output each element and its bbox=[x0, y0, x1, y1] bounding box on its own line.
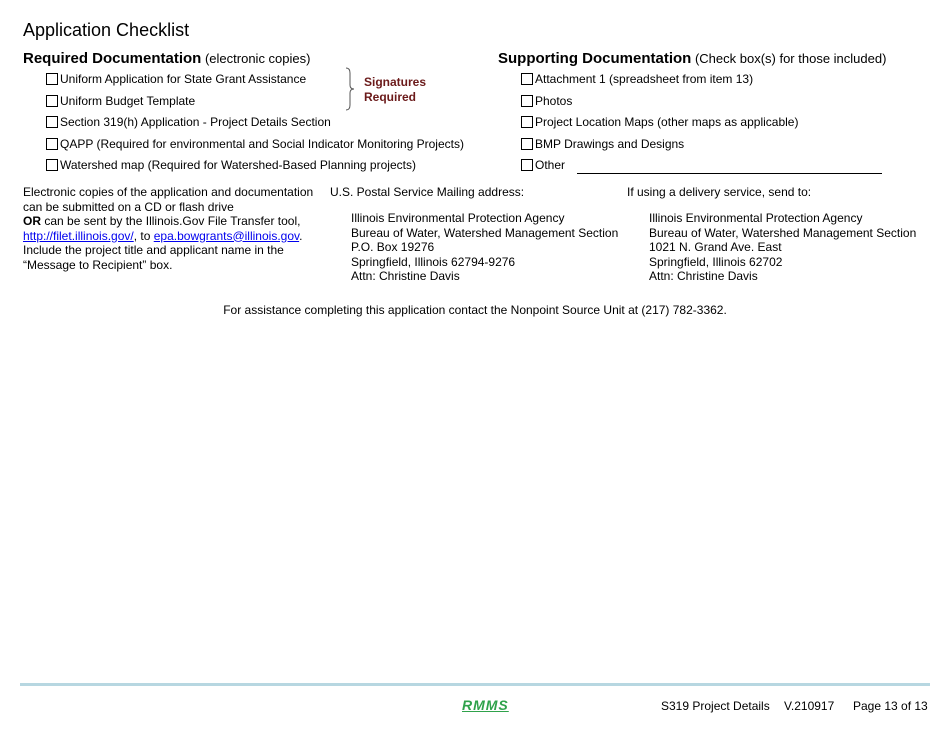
signatures-required-note bbox=[364, 75, 426, 105]
electronic-line3 bbox=[23, 214, 323, 229]
supporting-heading-note: (Check box(s) for those included) bbox=[691, 51, 887, 66]
checkbox[interactable] bbox=[521, 95, 533, 107]
electronic-line3-rest: can be sent by the Illinois.Gov File Transfer tool, bbox=[41, 214, 301, 228]
period: . bbox=[299, 228, 303, 243]
postal-line: Attn: Christine Davis bbox=[351, 269, 460, 283]
required-item-watershed-map[interactable] bbox=[46, 158, 416, 172]
footer-doc-name: S319 Project Details bbox=[661, 699, 770, 713]
postal-address bbox=[351, 211, 618, 284]
supporting-item-label: Project Location Maps (other maps as applicable) bbox=[535, 115, 799, 129]
checkbox[interactable] bbox=[46, 159, 58, 171]
delivery-line: Bureau of Water, Watershed Management Section bbox=[649, 225, 917, 240]
supporting-item-bmp-drawings[interactable] bbox=[521, 137, 684, 151]
delivery-label: If using a delivery service, send to: bbox=[627, 185, 812, 199]
supporting-item-label: Attachment 1 (spreadsheet from item 13) bbox=[535, 72, 754, 86]
supporting-item-photos[interactable] bbox=[521, 94, 572, 108]
checkbox[interactable] bbox=[521, 138, 533, 150]
supporting-item-location-maps[interactable] bbox=[521, 115, 798, 129]
other-text-field[interactable] bbox=[577, 173, 882, 174]
supporting-item-other[interactable] bbox=[521, 158, 565, 172]
supporting-item-label: BMP Drawings and Designs bbox=[535, 137, 685, 151]
supporting-heading-bold: Supporting Documentation bbox=[498, 50, 692, 67]
supporting-item-label: Photos bbox=[535, 94, 573, 108]
footer-page-number: Page 13 of 13 bbox=[853, 699, 928, 713]
required-heading-note: (electronic copies) bbox=[201, 51, 311, 66]
or-label: OR bbox=[23, 214, 41, 228]
delivery-line: Attn: Christine Davis bbox=[649, 269, 758, 283]
required-item-application[interactable] bbox=[46, 72, 306, 86]
required-item-label: QAPP (Required for environmental and Social Indicator Monitoring Projects) bbox=[60, 137, 464, 151]
electronic-copies-note bbox=[23, 185, 323, 272]
delivery-line: 1021 N. Grand Ave. East bbox=[649, 240, 782, 254]
required-item-label: Uniform Budget Template bbox=[60, 94, 196, 108]
required-item-project-details[interactable] bbox=[46, 115, 331, 129]
electronic-line5: Include the project title and applicant name in the bbox=[23, 243, 284, 257]
email-link[interactable]: epa.bowgrants@illinois.gov bbox=[153, 228, 300, 243]
checkbox[interactable] bbox=[521, 116, 533, 128]
delivery-line: Illinois Environmental Protection Agency bbox=[649, 211, 863, 225]
postal-line: P.O. Box 19276 bbox=[351, 240, 435, 254]
required-item-label: Uniform Application for State Grant Assistance bbox=[60, 72, 307, 86]
electronic-line2: can be submitted on a CD or flash drive bbox=[23, 199, 234, 214]
assistance-note: For assistance completing this application contact the Nonpoint Source Unit at (217) 782-3362. bbox=[223, 303, 727, 317]
page-title: Application Checklist bbox=[23, 20, 190, 40]
brace-icon bbox=[343, 67, 357, 111]
electronic-line1: Electronic copies of the application and documentation bbox=[23, 185, 314, 199]
filet-link[interactable]: http://filet.illinois.gov/ bbox=[23, 228, 134, 243]
supporting-item-attachment1[interactable] bbox=[521, 72, 753, 86]
postal-line: Bureau of Water, Watershed Management Section bbox=[351, 225, 619, 240]
supporting-heading bbox=[498, 50, 886, 67]
electronic-line4 bbox=[23, 229, 323, 244]
required-item-label: Watershed map (Required for Watershed-Based Planning projects) bbox=[60, 158, 416, 172]
signatures-line2: Required bbox=[364, 90, 417, 104]
signatures-line1: Signatures bbox=[364, 75, 427, 89]
footer-version: V.210917 bbox=[784, 699, 835, 713]
postal-line: Springfield, Illinois 62794-9276 bbox=[351, 254, 516, 269]
required-item-budget[interactable] bbox=[46, 94, 195, 108]
checkbox[interactable] bbox=[46, 138, 58, 150]
required-heading bbox=[23, 50, 310, 67]
postal-label: U.S. Postal Service Mailing address: bbox=[330, 185, 525, 199]
checkbox[interactable] bbox=[46, 73, 58, 85]
checkbox[interactable] bbox=[521, 159, 533, 171]
link-separator: , to bbox=[133, 228, 154, 243]
delivery-address bbox=[649, 211, 916, 284]
postal-line: Illinois Environmental Protection Agency bbox=[351, 211, 565, 225]
footer-divider bbox=[20, 683, 930, 686]
supporting-item-label: Other bbox=[535, 158, 566, 172]
checkbox[interactable] bbox=[46, 116, 58, 128]
rmms-logo: RMMS bbox=[462, 697, 509, 713]
delivery-line: Springfield, Illinois 62702 bbox=[649, 254, 783, 269]
electronic-line6: “Message to Recipient” box. bbox=[23, 257, 173, 272]
checkbox[interactable] bbox=[521, 73, 533, 85]
required-item-label: Section 319(h) Application - Project Details Section bbox=[60, 115, 331, 129]
required-item-qapp[interactable] bbox=[46, 137, 464, 151]
checkbox[interactable] bbox=[46, 95, 58, 107]
required-heading-bold: Required Documentation bbox=[23, 50, 202, 67]
